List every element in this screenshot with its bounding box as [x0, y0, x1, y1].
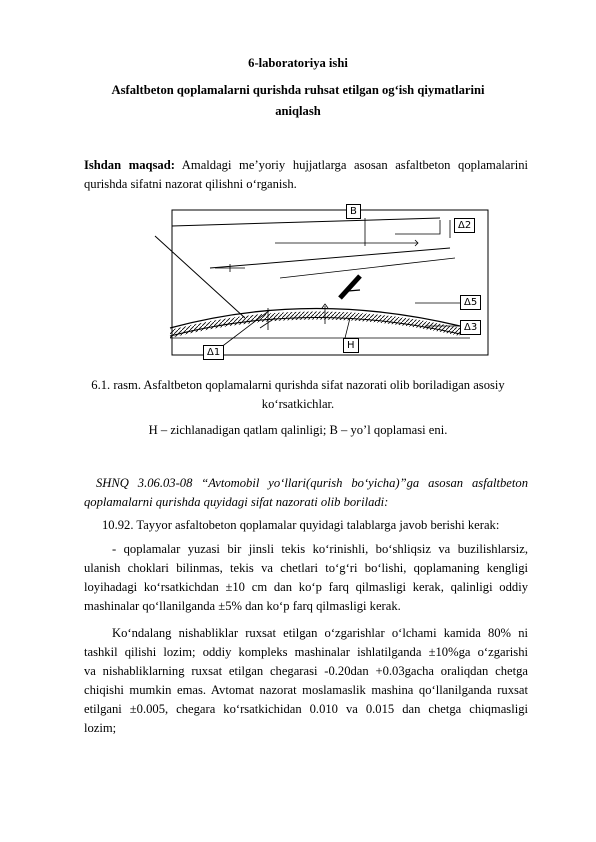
label-H: H — [343, 338, 359, 353]
figure-road-cross-section — [150, 198, 490, 368]
para2-line5: etilgani ±0.005, chegara ko‘rsatkichidan 0.010 va 0.015 dan chetga chiqmasligi — [84, 702, 528, 716]
goal-label: Ishdan maqsad: — [84, 158, 175, 172]
figure-caption-line2: ko‘rsatkichlar. — [261, 397, 335, 411]
goal-line1 — [84, 156, 528, 175]
para2-line3: va nishabliklarning ruxsat etilgan chegarasi -0.20dan +0.03gacha oraliqdan chetga — [84, 664, 528, 678]
page-title-line1: Asfaltbeton qoplamalarni qurishda ruhsat etilgan og‘ish qiymatlarini — [111, 83, 485, 97]
para2-line4: chiqishi mumkin emas. Avtomat nazorat moslamaslik mashina qo‘llanilganda ruxsat — [84, 683, 528, 697]
label-delta5: Δ5 — [460, 295, 481, 310]
figure-caption-line3: H – zichlanadigan qatlam qalinligi; B – yo’l qoplamasi eni. — [148, 423, 448, 437]
shnq-line1: SHNQ 3.06.03-08 “Avtomobil yo‘llari(qurish bo‘yicha)”ga asosan asfaltbeton — [96, 476, 528, 490]
road-diagram — [150, 198, 490, 368]
para2-line1: Ko‘ndalang nishabliklar ruxsat etilgan o‘zgarishlar o‘lchami kamida 80% ni — [112, 626, 528, 640]
shnq-line2: qoplamalarni qurishda quyidagi sifat nazorati olib boriladi: — [84, 495, 389, 509]
goal-text-1: Amaldagi me’yoriy hujjatlarga asosan asfaltbeton qoplamalarini — [174, 158, 528, 172]
para2-line6: lozim; — [84, 721, 117, 735]
para1-line4: mashinalar qo‘llanilganda ±5% dan ko‘p farq qilmasligi kerak. — [84, 599, 401, 613]
item-10-92: 10.92. Tayyor asfaltobeton qoplamalar quyidagi talablarga javob berishi kerak: — [102, 518, 500, 532]
figure-caption-line1: 6.1. rasm. Asfaltbeton qoplamalarni qurishda sifat nazorati olib boriladigan asosiy — [91, 378, 505, 392]
label-delta3: Δ3 — [460, 320, 481, 335]
label-delta1: Δ1 — [203, 345, 224, 360]
label-delta2: Δ2 — [454, 218, 475, 233]
label-B: B — [346, 204, 361, 219]
lab-title: 6-laboratoriya ishi — [248, 56, 348, 70]
goal-line2: qurishda sifatni nazorat qilishni o‘rganish. — [84, 177, 297, 191]
para2-line2: tashkil qilishi lozim; oddiy kompleks mashinalar ishlatilganda ±10%ga o‘zgarishi — [84, 645, 528, 659]
para1-line2: ulanish choklari bilinmas, tekis va chetlari to‘g‘ri bo‘lishi, qoplamaning kengligi — [84, 561, 528, 575]
page-title-line2: aniqlash — [275, 104, 321, 118]
para1-line1: - qoplamalar yuzasi bir jinsli tekis ko‘rinishli, bo‘shliqsiz va buzilishlarsiz, — [112, 542, 528, 556]
para1-line3: loyihadagi ko‘rsatkichdan ±10 cm dan ko‘p farq qilmasligi kerak, qalinligi oddiy — [84, 580, 528, 594]
